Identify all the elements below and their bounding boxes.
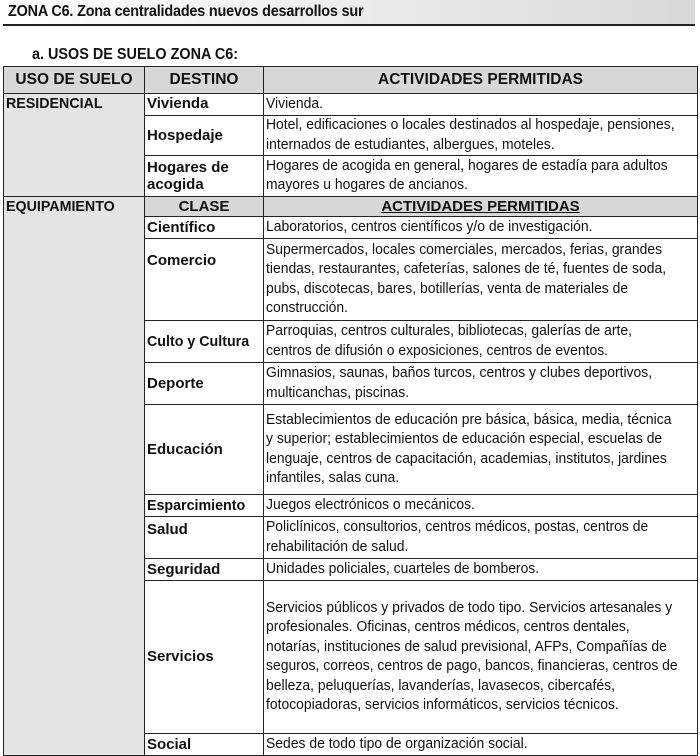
zone-title: ZONA C6. Zona centralidades nuevos desarrollos sur [8,3,364,20]
actividades-cell [264,156,698,197]
subheader-clase: CLASE [145,197,264,217]
clase-text: Culto y Cultura [147,332,250,350]
header-actividades: ACTIVIDADES PERMITIDAS [264,67,698,94]
actividades-text: Hotel, edificaciones o locales destinados al hospedaje, pensiones, internados de estudiantes, albergues, moteles. [266,117,675,153]
category-label: RESIDENCIAL [6,95,103,112]
table-row [4,94,698,116]
section-title: a. USOS DE SUELO ZONA C6: [32,46,239,63]
clase-cell: Deporte [145,363,264,405]
table-header-row [4,67,698,94]
actividades-cell [264,239,698,321]
subheader-actividades: ACTIVIDADES PERMITIDAS [264,197,698,217]
actividades-text: Vivienda. [266,95,324,112]
actividades-text: Laboratorios, centros científicos y/o de investigación. [266,218,593,235]
equipamiento-subheader-row [4,197,698,217]
zone-header-bar [3,0,695,26]
header-uso-de-suelo: USO DE SUELO [4,67,145,94]
actividades-cell [264,116,698,156]
destino-cell: Hogares de acogida [145,156,264,197]
actividades-cell [264,734,698,756]
actividades-cell [264,581,698,734]
actividades-cell [264,321,698,363]
clase-cell [145,321,264,363]
actividades-cell [264,517,698,559]
destino-cell: Hospedaje [145,116,264,156]
category-residencial [4,94,145,197]
actividades-cell [264,405,698,495]
actividades-cell [264,94,698,116]
actividades-cell [264,363,698,405]
actividades-text: Parroquias, centros culturales, bibliotecas, galerías de arte, centros de difusión o exposiciones, centros de eventos. [266,323,632,359]
clase-cell: Servicios [145,581,264,734]
actividades-text: Policlínicos, consultorios, centros médicos, postas, centros de rehabilitación de salud. [266,519,649,555]
actividades-text: Gimnasios, saunas, baños turcos, centros y clubes deportivos, multicanchas, piscinas. [266,365,653,401]
category-label: EQUIPAMIENTO [6,198,115,215]
actividades-text: Juegos electrónicos o mecánicos. [266,496,475,513]
clase-text: Esparcimiento [147,496,246,514]
actividades-cell [264,217,698,239]
actividades-text: Establecimientos de educación pre básica, básica, media, técnica y superior; establecimientos de educación especial, escuelas de lenguaje, centros de capacitación, academias, institutos, jardines infantiles, salas cuna. [266,411,672,486]
header-destino: DESTINO [145,67,264,94]
land-use-table [3,66,698,756]
actividades-text: Unidades policiales, cuarteles de bomberos. [266,560,540,577]
actividades-text: Supermercados, locales comerciales, mercados, ferias, grandes tiendas, restaurantes, cafeterías, salones de té, fuentes de soda, pubs, discotecas, bares, botillerías, venta de materiales de construcción. [266,241,667,316]
destino-cell: Vivienda [145,94,264,116]
clase-cell: Salud [145,517,264,559]
actividades-text: Servicios públicos y privados de todo tipo. Servicios artesanales y profesionales. Oficinas, centros médicos, centros dentales, notarías, instituciones de salud previsional, AFPs, Compañías de seguros, correos, centros de pago, bancos, financieras, centros de belleza, peluquerías, lavanderías, lavasecos, cibercafés, fotocopiadoras, servicios informáticos, servicios técnicos. [266,599,678,713]
clase-cell: Científico [145,217,264,239]
actividades-cell [264,559,698,581]
clase-cell: Comercio [145,239,264,321]
actividades-text: Sedes de todo tipo de organización social. [266,735,528,752]
clase-cell: Educación [145,405,264,495]
clase-cell: Social [145,734,264,756]
clase-cell [145,495,264,517]
actividades-cell [264,495,698,517]
category-equipamiento [4,197,145,756]
clase-cell: Seguridad [145,559,264,581]
actividades-text: Hogares de acogida en general, hogares de estadía para adultos mayores u hogares de ancianos. [266,157,668,193]
